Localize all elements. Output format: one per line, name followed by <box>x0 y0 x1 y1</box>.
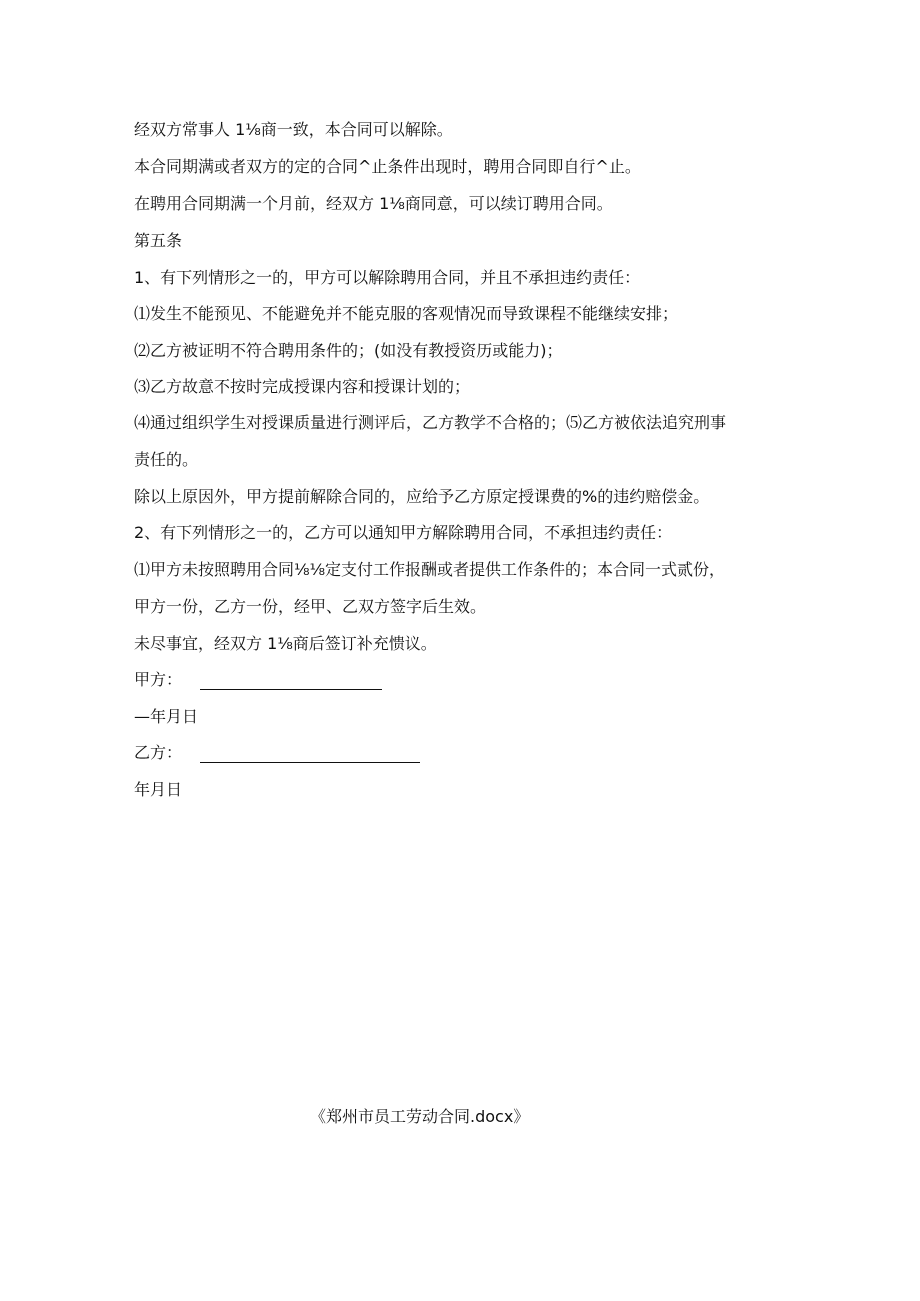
clause-item-continuation: 责任的。 <box>134 450 199 469</box>
party-b-signature-blank <box>200 746 420 763</box>
paragraph-line: 除以上原因外，甲方提前解除合同的，应给予乙方原定授课费的%的违约赔偿金。 <box>134 487 710 506</box>
article-heading: 第五条 <box>134 231 183 250</box>
paragraph-line: 本合同期满或者双方的定的合同^止条件出现时，聘用合同即自行^止。 <box>134 157 641 176</box>
document-footer-filename: 《郑州市员工劳动合同.docx》 <box>310 1107 530 1126</box>
clause-item: ⑴甲方未按照聘用合同⅛⅛定支付工作报酬或者提供工作条件的；本合同一式贰份， <box>134 560 726 579</box>
paragraph-line: 未尽事宜，经双方 1⅛商后签订补充愦议。 <box>134 634 437 653</box>
party-a-date: —年月日 <box>134 707 199 726</box>
paragraph-line: 2、有下列情形之一的，乙方可以通知甲方解除聘用合同，不承担违约责任： <box>134 523 673 542</box>
party-a-signature-blank <box>200 673 382 690</box>
party-b-date: 年月日 <box>134 780 183 799</box>
clause-item: ⑴发生不能预见、不能避免并不能克服的客观情况而导致课程不能继续安排； <box>134 304 679 323</box>
paragraph-line: 经双方常事人 1⅛商一致，本合同可以解除。 <box>134 120 453 139</box>
clause-item: ⑶乙方故意不按时完成授课内容和授课计划的； <box>134 377 471 396</box>
party-a-label: 甲方： <box>134 670 183 689</box>
party-a-signature-row <box>134 670 382 690</box>
paragraph-line: 甲方一份，乙方一份，经甲、乙双方签字后生效。 <box>134 597 487 616</box>
party-b-signature-row <box>134 743 420 763</box>
paragraph-line: 1、有下列情形之一的，甲方可以解除聘用合同，并且不承担违约责任： <box>134 268 641 287</box>
party-b-label: 乙方： <box>134 743 183 762</box>
clause-item: ⑵乙方被证明不符合聘用条件的；(如没有教授资历或能力)； <box>134 341 563 360</box>
clause-item: ⑷通过组织学生对授课质量进行测评后，乙方教学不合格的；⑸乙方被依法追究刑事 <box>134 413 727 432</box>
paragraph-line: 在聘用合同期满一个月前，经双方 1⅛商同意，可以续订聘用合同。 <box>134 194 613 213</box>
